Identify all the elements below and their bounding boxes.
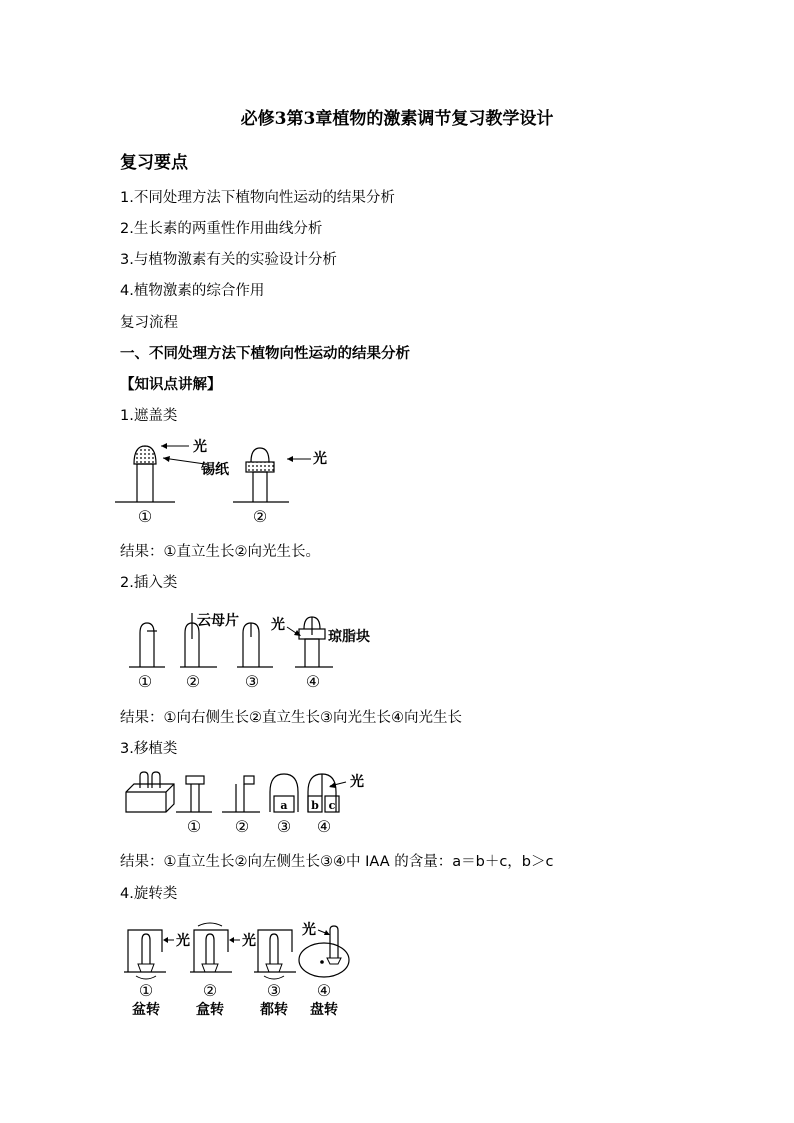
- cat4-caption-2: 盒转: [196, 1002, 224, 1018]
- review-point-2: 2.生长素的两重性作用曲线分析: [120, 221, 323, 237]
- cat4-figure: [122, 920, 362, 1020]
- cat2-heading: 2.插入类: [120, 575, 178, 591]
- cat3-num-1: ①: [186, 817, 202, 836]
- cat2-num-4: ④: [305, 672, 321, 691]
- cat4-num-3: ③: [266, 981, 282, 1000]
- review-point-4: 4.植物激素的综合作用: [120, 283, 265, 299]
- cat1-figure: [115, 432, 345, 532]
- review-flow-label: 复习流程: [120, 315, 178, 331]
- cat4-num-2: ②: [202, 981, 218, 1000]
- review-point-3: 3.与植物激素有关的实验设计分析: [120, 252, 337, 268]
- cat3-num-4: ④: [316, 817, 332, 836]
- cat1-result: 结果：①直立生长②向光生长。: [120, 544, 320, 560]
- cat4-caption-4: 盘转: [310, 1002, 338, 1018]
- light-label-1: 光: [193, 439, 207, 455]
- review-points-heading: 复习要点: [120, 153, 188, 173]
- cat4-num-1: ①: [138, 981, 154, 1000]
- cat3-num-2: ②: [234, 817, 250, 836]
- cat3-result: 结果：①直立生长②向左侧生长③④中 IAA 的含量：a＝b＋c，b＞c: [120, 854, 554, 870]
- page-title: 必修3第3章植物的激素调节复习教学设计: [240, 109, 554, 129]
- foil-label: 锡纸: [201, 462, 229, 478]
- light-label-6: 光: [242, 933, 256, 949]
- cat4-caption-1: 盆转: [132, 1002, 160, 1018]
- cat3-figure: [120, 770, 380, 840]
- block-c-label: c: [328, 799, 336, 812]
- block-b-label: b: [311, 799, 319, 812]
- seedling-1: [115, 446, 175, 502]
- cat4-caption-3: 都转: [260, 1002, 288, 1018]
- light-label-4: 光: [350, 774, 364, 790]
- light-label-7: 光: [302, 922, 316, 938]
- cat3-num-3: ③: [276, 817, 292, 836]
- cat1-num-2: ②: [252, 507, 268, 526]
- block-a-label: a: [280, 799, 288, 812]
- mica-label: 云母片: [197, 613, 239, 629]
- cat1-heading: 1.遮盖类: [120, 408, 178, 424]
- light-label-2: 光: [313, 451, 327, 467]
- agar-label: 琼脂块: [328, 629, 370, 645]
- light-label-3: 光: [271, 617, 285, 633]
- cat2-result: 结果：①向右侧生长②直立生长③向光生长④向光生长: [120, 710, 462, 726]
- review-point-1: 1.不同处理方法下植物向性运动的结果分析: [120, 190, 395, 206]
- cat4-num-4: ④: [316, 981, 332, 1000]
- light-label-5: 光: [176, 933, 190, 949]
- cat2-num-2: ②: [185, 672, 201, 691]
- cat2-figure: [125, 605, 395, 695]
- cat3-heading: 3.移植类: [120, 741, 178, 757]
- part1-heading: 一、不同处理方法下植物向性运动的结果分析: [120, 345, 410, 362]
- seedling-2: [233, 448, 289, 502]
- cat4-heading: 4.旋转类: [120, 886, 178, 902]
- cat2-num-1: ①: [137, 672, 153, 691]
- cat1-num-1: ①: [137, 507, 153, 526]
- knowledge-heading: 【知识点讲解】: [120, 376, 222, 393]
- cat2-num-3: ③: [244, 672, 260, 691]
